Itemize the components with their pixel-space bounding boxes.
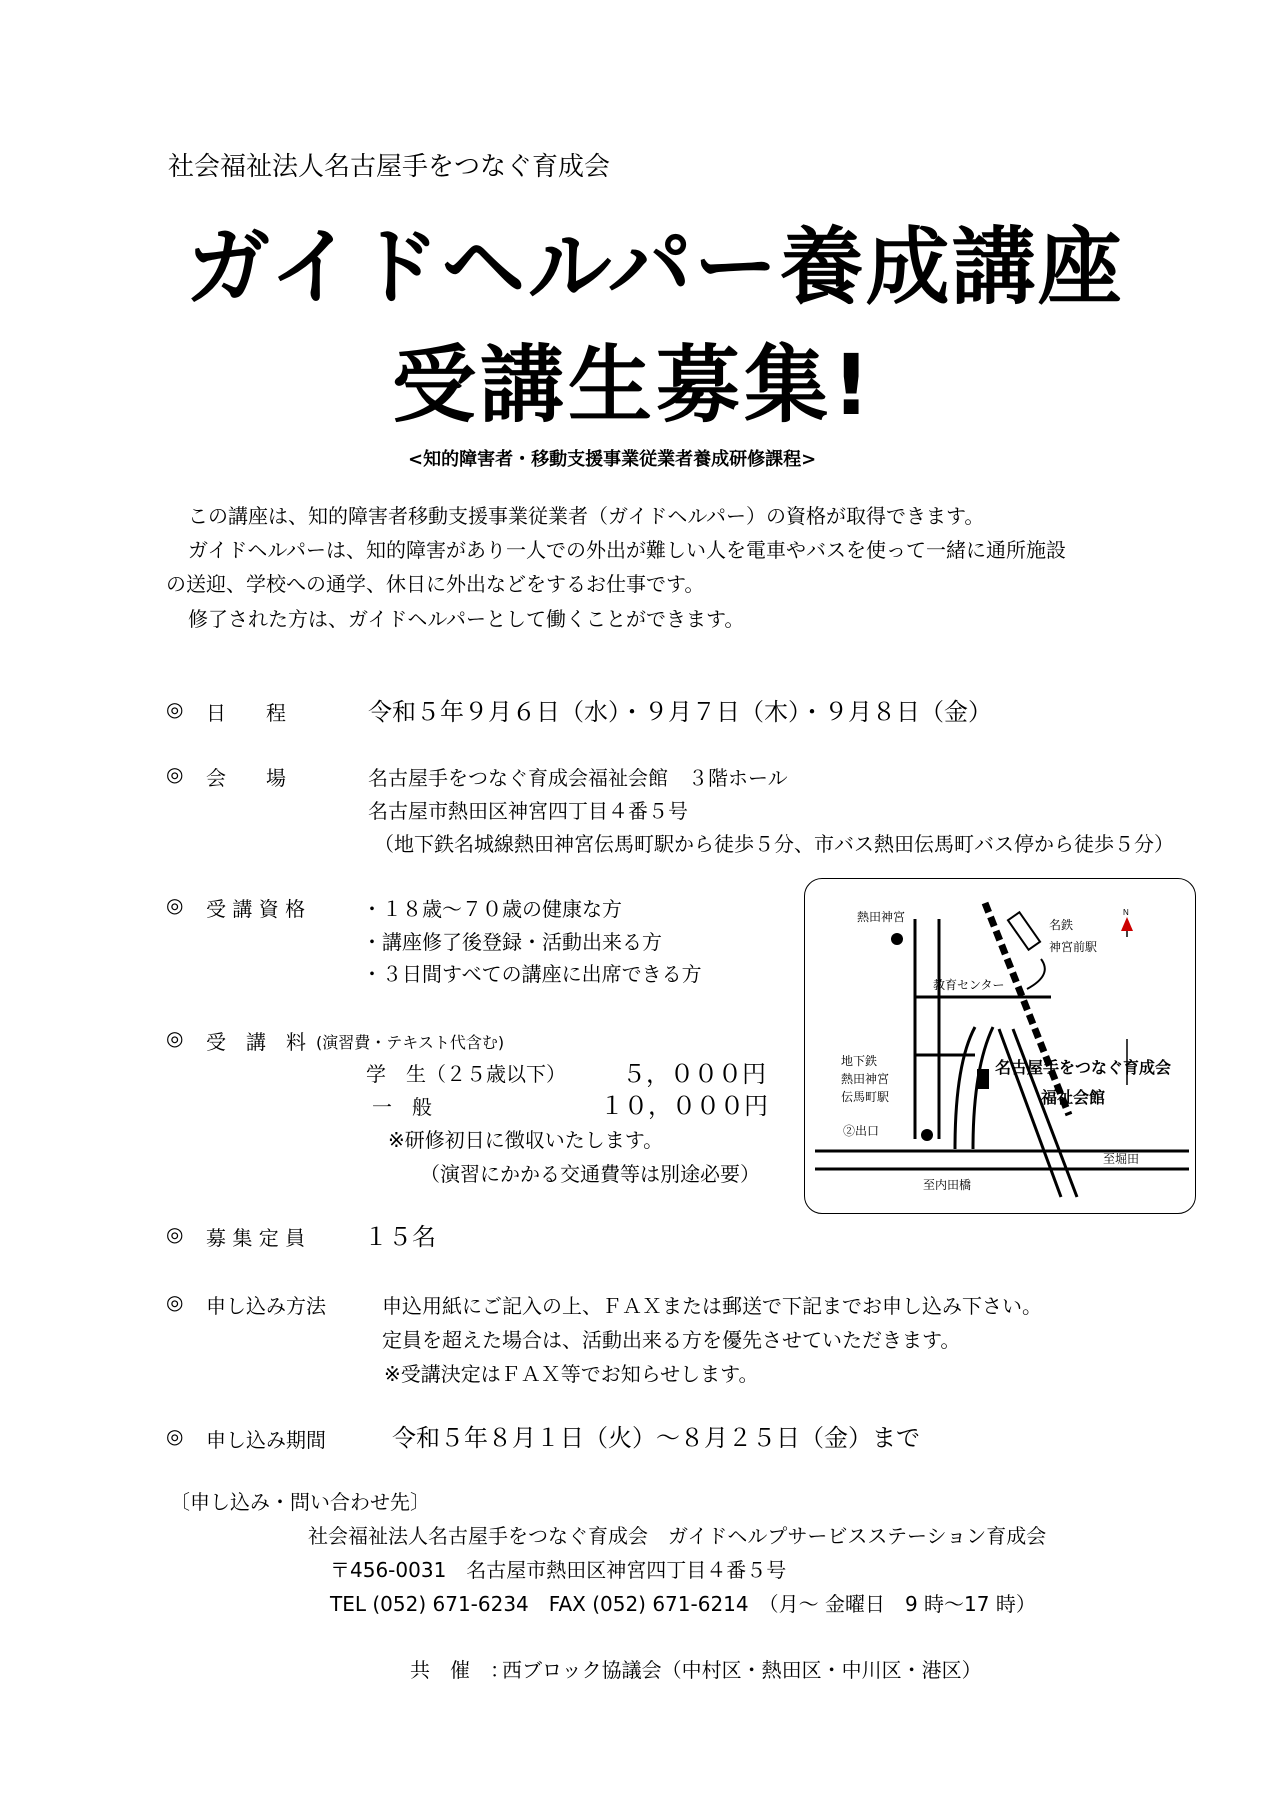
map-label-to-horita: 至堀田: [1103, 1152, 1140, 1166]
organization-name: 社会福祉法人名古屋手をつなぐ育成会: [168, 152, 611, 182]
qualification-item: ・講座修了後登録・活動出来る方: [362, 930, 662, 954]
schedule-label: 日 程: [206, 701, 286, 725]
map-label-building-2: 福祉会館: [1041, 1090, 1106, 1107]
map-label-atsuta-jingu: 熱田神宮: [857, 910, 906, 924]
map-road: [999, 1029, 1061, 1197]
venue-address: 名古屋市熱田区神宮四丁目４番５号: [368, 799, 688, 823]
map-label-subway-2: 熱田神宮: [841, 1072, 890, 1086]
apply-period-value: 令和５年８月１日（火）～８月２５日（金）まで: [392, 1424, 920, 1452]
access-map: [804, 878, 1196, 1214]
apply-method-line: 定員を超えた場合は、活動出来る方を優先させていただきます。: [382, 1328, 961, 1352]
map-station-building: [1008, 912, 1040, 950]
qualification-label: 受 講 資 格: [206, 897, 306, 921]
map-building-marker: [977, 1069, 989, 1089]
bullet-mark: ◎: [166, 1290, 184, 1314]
page-title: ガイドヘルパー養成講座: [186, 218, 1124, 316]
apply-method-line: ※受講決定はＦＡＸ等でお知らせします。: [384, 1362, 759, 1386]
venue-label: 会 場: [206, 766, 286, 790]
map-label-exit: ②出口: [843, 1124, 880, 1138]
bullet-mark: ◎: [166, 1222, 184, 1246]
map-label-to-uchidabashi: 至内田橋: [923, 1178, 972, 1192]
contact-organization: 社会福祉法人名古屋手をつなぐ育成会 ガイドヘルプサービスステーション育成会: [308, 1524, 1047, 1548]
bullet-mark: ◎: [166, 1424, 184, 1448]
venue-name: 名古屋手をつなぐ育成会福祉会館 ３階ホール: [368, 766, 788, 790]
sponsor-value: 西ブロック協議会（中村区・熱田区・中川区・港区）: [502, 1658, 982, 1682]
bullet-mark: ◎: [166, 697, 184, 721]
map-label-jingumae: 神宮前駅: [1049, 940, 1098, 954]
map-label-education-center: 教育センター: [933, 978, 1005, 992]
bullet-mark: ◎: [166, 762, 184, 786]
fee-label: 受 講 料: [206, 1030, 306, 1054]
contact-phone: TEL (052) 671-6234 FAX (052) 671-6214 （月～ 金曜日 9 時～17 時）: [330, 1592, 1036, 1616]
fee-remark-2: （演習にかかる交通費等は別途必要）: [420, 1162, 760, 1186]
schedule-value: 令和５年９月６日（水）・９月７日（木）・９月８日（金）: [368, 698, 992, 726]
bullet-mark: ◎: [166, 1026, 184, 1050]
map-label-building: 名古屋手をつなぐ育成会: [995, 1060, 1172, 1077]
page-title-line2: 受講生募集!: [392, 336, 875, 434]
contact-heading: 〔申し込み・問い合わせ先〕: [170, 1490, 430, 1514]
capacity-value: １５名: [364, 1223, 436, 1251]
intro-line-4: 修了された方は、ガイドヘルパーとして働くことができます。: [188, 607, 745, 631]
intro-line-1: この講座は、知的障害者移動支援事業従業者（ガイドヘルパー）の資格が取得できます。: [188, 504, 985, 528]
apply-period-label: 申し込み期間: [206, 1428, 326, 1452]
capacity-label: 募 集 定 員: [206, 1226, 306, 1250]
bullet-mark: ◎: [166, 893, 184, 917]
map-path: [1027, 959, 1045, 989]
contact-address: 〒456-0031 名古屋市熱田区神宮四丁目４番５号: [330, 1558, 787, 1582]
apply-method-label: 申し込み方法: [206, 1294, 326, 1318]
intro-line-3: の送迎、学校への通学、休日に外出などをするお仕事です。: [166, 572, 705, 596]
intro-line-2: ガイドヘルパーは、知的障害があり一人での外出が難しい人を電車やバスを使って一緒に通所施設: [188, 538, 1066, 562]
qualification-item: ・１８歳～７０歳の健康な方: [362, 897, 622, 921]
fee-general-label: 一 般: [372, 1095, 432, 1119]
map-label-meitetsu: 名鉄: [1049, 918, 1074, 932]
venue-access: （地下鉄名城線熱田神宮伝馬町駅から徒歩５分、市バス熱田伝馬町バス停から徒歩５分）: [374, 832, 1174, 856]
fee-student-label: 学 生（２５歳以下）: [366, 1062, 566, 1086]
map-shrine-marker: [891, 933, 903, 945]
course-subtitle: <知的障害者・移動支援事業従業者養成研修課程>: [408, 449, 817, 470]
compass-arrow: [1121, 917, 1133, 931]
map-exit-marker: [921, 1129, 933, 1141]
fee-general-price: １０，０００円: [600, 1092, 768, 1120]
qualification-item: ・３日間すべての講座に出席できる方: [362, 962, 702, 986]
sponsor-label: 共 催 ：: [410, 1658, 510, 1682]
fee-note: (演習費・テキスト代含む): [316, 1033, 505, 1052]
fee-remark: ※研修初日に徴収いたします。: [388, 1128, 664, 1152]
fee-student-price: ５，０００円: [622, 1060, 766, 1088]
apply-method-line: 申込用紙にご記入の上、ＦＡＸまたは郵送で下記までお申し込み下さい。: [382, 1294, 1042, 1318]
compass-label: N: [1123, 908, 1129, 917]
map-label-subway-3: 伝馬町駅: [841, 1090, 890, 1104]
access-map-drawing: [805, 879, 1195, 1213]
map-label-subway: 地下鉄: [841, 1054, 878, 1068]
